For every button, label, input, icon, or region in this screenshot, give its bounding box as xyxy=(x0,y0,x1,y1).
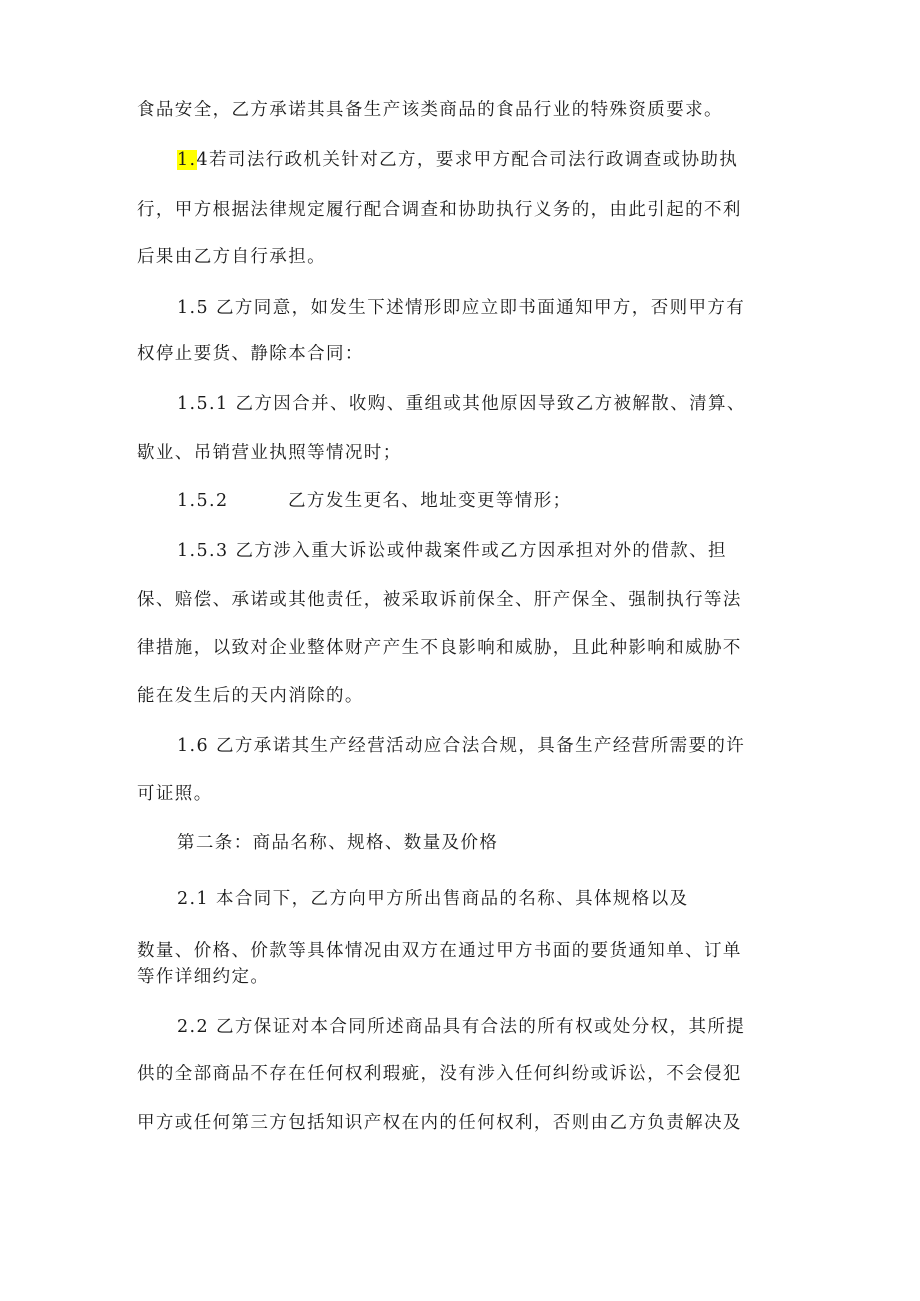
paragraph-line: 食品安全，乙方承诺其具备生产该类商品的食品行业的特殊资质要求。 xyxy=(137,100,723,120)
paragraph-line: 1.5.2 xyxy=(177,491,229,511)
paragraph-line: 乙方发生更名、地址变更等情形； xyxy=(288,491,572,511)
paragraph-line: 能在发生后的天内消除的。 xyxy=(137,686,364,706)
paragraph-line: 权停止要货、静除本合同： xyxy=(137,344,364,364)
paragraph-line: 律措施，以致对企业整体财产产生不良影响和威胁，且此种影响和威胁不 xyxy=(137,638,742,658)
paragraph-line: 1.5 乙方同意，如发生下述情形即应立即书面通知甲方，否则甲方有 xyxy=(177,298,746,318)
paragraph-line: 1.5.1 乙方因合并、收购、重组或其他原因导致乙方被解散、清算、 xyxy=(177,394,746,414)
section-heading: 第二条：商品名称、规格、数量及价格 xyxy=(177,833,499,853)
paragraph-line: 保、赔偿、承诺或其他责任，被采取诉前保全、肝产保全、强制执行等法 xyxy=(137,590,742,610)
paragraph-line: 供的全部商品不存在任何权利瑕疵，没有涉入任何纠纷或诉讼，不会侵犯 xyxy=(137,1064,742,1084)
paragraph-line: 行，甲方根据法律规定履行配合调查和协助执行义务的，由此引起的不利 xyxy=(137,200,742,220)
paragraph-line: 后果由乙方自行承担。 xyxy=(137,247,326,267)
paragraph-line xyxy=(177,149,738,171)
paragraph-line-text: 4若司法行政机关针对乙方，要求甲方配合司法行政调查或协助执 xyxy=(196,150,739,170)
paragraph-line: 数量、价格、价款等具体情况由双方在通过甲方书面的要货通知单、订单 xyxy=(137,941,742,961)
paragraph-line: 1.5.3 乙方涉入重大诉讼或仲裁案件或乙方因承担对外的借款、担 xyxy=(177,541,727,561)
paragraph-line: 1.6 乙方承诺其生产经营活动应合法合规，具备生产经营所需要的许 xyxy=(177,736,746,756)
paragraph-line: 可证照。 xyxy=(137,784,213,804)
paragraph-line: 2.1 本合同下，乙方向甲方所出售商品的名称、具体规格以及 xyxy=(177,889,689,909)
paragraph-line: 歇业、吊销营业执照等情况时； xyxy=(137,443,402,463)
paragraph-line: 2.2 乙方保证对本合同所述商品具有合法的所有权或处分权，其所提 xyxy=(177,1017,746,1037)
text-highlight: 1. xyxy=(177,150,197,170)
paragraph-line: 甲方或任何第三方包括知识产权在内的任何权利，否则由乙方负责解决及 xyxy=(137,1113,742,1133)
paragraph-line: 等作详细约定。 xyxy=(137,967,270,987)
